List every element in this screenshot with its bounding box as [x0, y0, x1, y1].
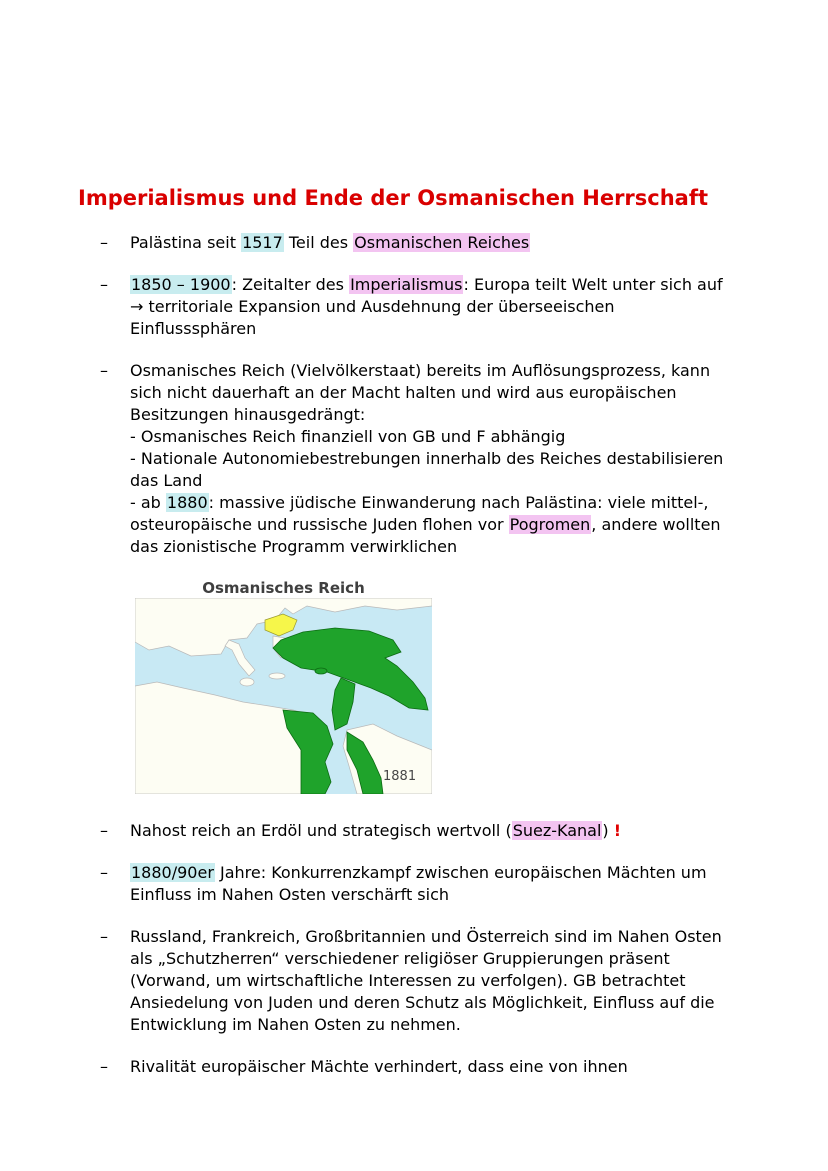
map-crete: [269, 673, 285, 679]
bullet-item: [100, 360, 740, 558]
bullet-item: [100, 862, 740, 906]
ottoman-empire-map: [135, 578, 432, 794]
bullet-item: [100, 232, 740, 254]
map-cyprus: [315, 668, 327, 674]
bullet-marker: –: [100, 361, 108, 380]
bullet-marker: –: [100, 821, 108, 840]
bullet-text: Russland, Frankreich, Großbritannien und Österreich sind im Nahen Osten als „Schutzherren“ verschiedener religiöser Gruppierungen präsent (Vorwand, um wirtschaftliche Interessen zu verfolgen). GB betrachtet Ansiedelung von Juden und deren Schutz als Möglichkeit, Einfluss auf die Entwicklung im Nahen Osten zu nehmen.: [130, 927, 722, 1034]
bullet-marker: –: [100, 275, 108, 294]
bullet-item: [100, 926, 740, 1036]
map-sicily: [240, 678, 254, 686]
bullet-item: [100, 820, 740, 842]
bullet-marker: –: [100, 233, 108, 252]
bullet-text: 1880/90er Jahre: Konkurrenzkampf zwischen europäischen Mächten um Einfluss im Nahen Osten verschärft sich: [130, 863, 707, 904]
bullet-text: 1850 – 1900: Zeitalter des Imperialismus: Europa teilt Welt unter sich auf → territoriale Expansion und Ausdehnung der überseeischen Einflusssphären: [130, 275, 723, 338]
bullet-text: Rivalität europäischer Mächte verhindert, dass eine von ihnen: [130, 1057, 628, 1076]
map-year-label: 1881: [383, 769, 417, 784]
map-graphic: [135, 598, 432, 794]
bullet-item: [100, 1056, 740, 1078]
bullet-item: [100, 274, 740, 340]
map-title: Osmanisches Reich: [202, 579, 365, 597]
bullet-text: Palästina seit 1517 Teil des Osmanischen Reiches: [130, 233, 530, 252]
bullet-marker: –: [100, 1057, 108, 1076]
page-title: Imperialismus und Ende der Osmanischen Herrschaft: [78, 186, 709, 210]
bullet-marker: –: [100, 863, 108, 882]
bullet-text: Osmanisches Reich (Vielvölkerstaat) bereits im Auflösungsprozess, kann sich nicht dauerhaft an der Macht halten und wird aus europäischen Besitzungen hinausgedrängt: - Osmanisches Reich finanziell von GB und F abhängig - Nationale Autonomiebestrebungen innerhalb des Reiches destabilisieren das Land - ab 1880: massive jüdische Einwanderung nach Palästina: viele mittel-, osteuropäische und russische Juden flohen vor Pogromen, andere wollten das zionistische Programm verwirklichen: [130, 361, 724, 556]
bullet-text: Nahost reich an Erdöl und strategisch wertvoll (Suez-Kanal) !: [130, 821, 622, 840]
bullet-list: [78, 232, 740, 1078]
bullet-marker: –: [100, 927, 108, 946]
